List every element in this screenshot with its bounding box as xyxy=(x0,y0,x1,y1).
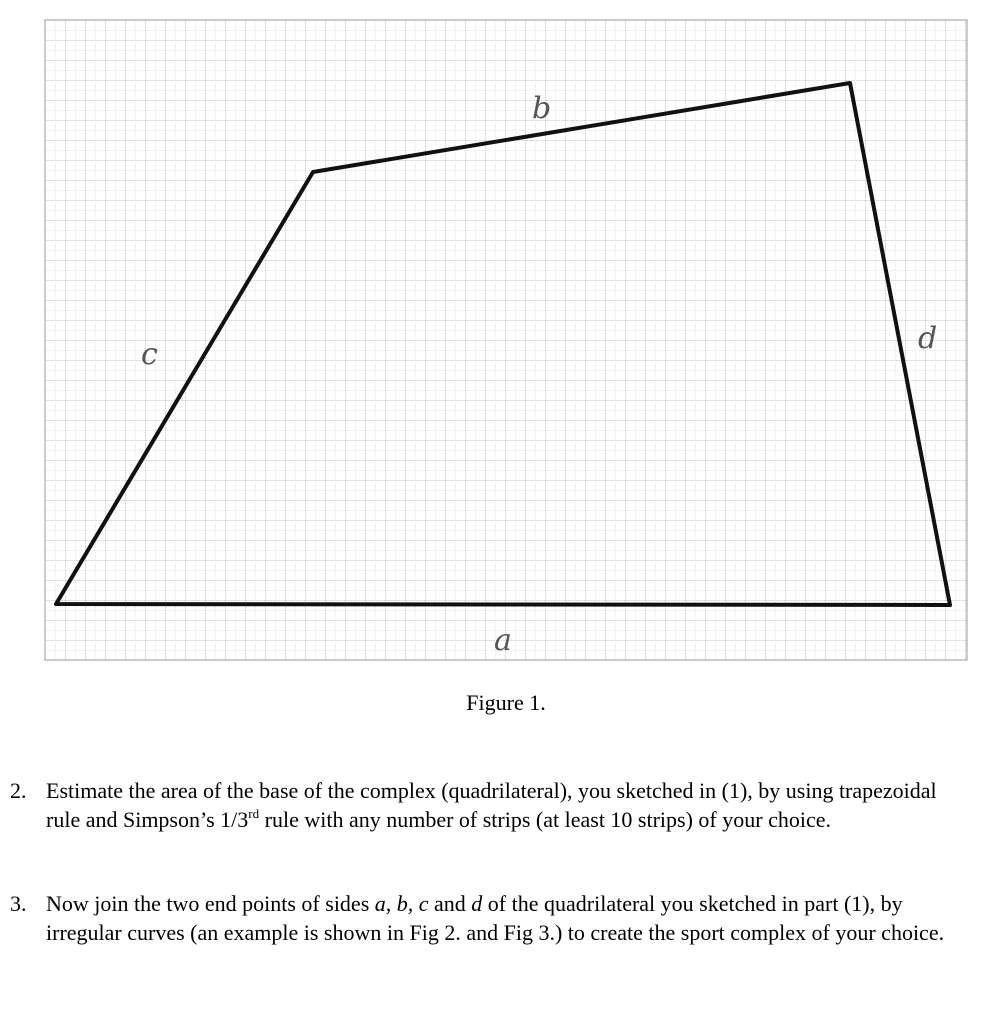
question-text: Now join the two end points of sides a, b, c and d of the quadrilateral you sketched in part (1), by irregular curves (an example is shown in Fig 2. and Fig 3.) to create the sport complex of your choice. xyxy=(46,891,945,945)
side-label-c: c xyxy=(141,337,158,372)
graph-paper-grid-major xyxy=(45,20,967,660)
question-number: 2. xyxy=(10,778,27,803)
question-2 xyxy=(10,776,970,834)
question-text: Estimate the area of the base of the complex (quadrilateral), you sketched in (1), by using trapezoidal rule and Simpson’s 1/3rd rule with any number of strips (at least 10 strips) of your choice. xyxy=(46,778,937,832)
figure-caption: Figure 1. xyxy=(466,690,546,715)
side-label-a: a xyxy=(494,623,512,658)
side-label-b: b xyxy=(532,91,552,126)
side-label-d: d xyxy=(918,321,938,356)
question-number: 3. xyxy=(10,891,27,916)
question-3 xyxy=(10,889,970,947)
